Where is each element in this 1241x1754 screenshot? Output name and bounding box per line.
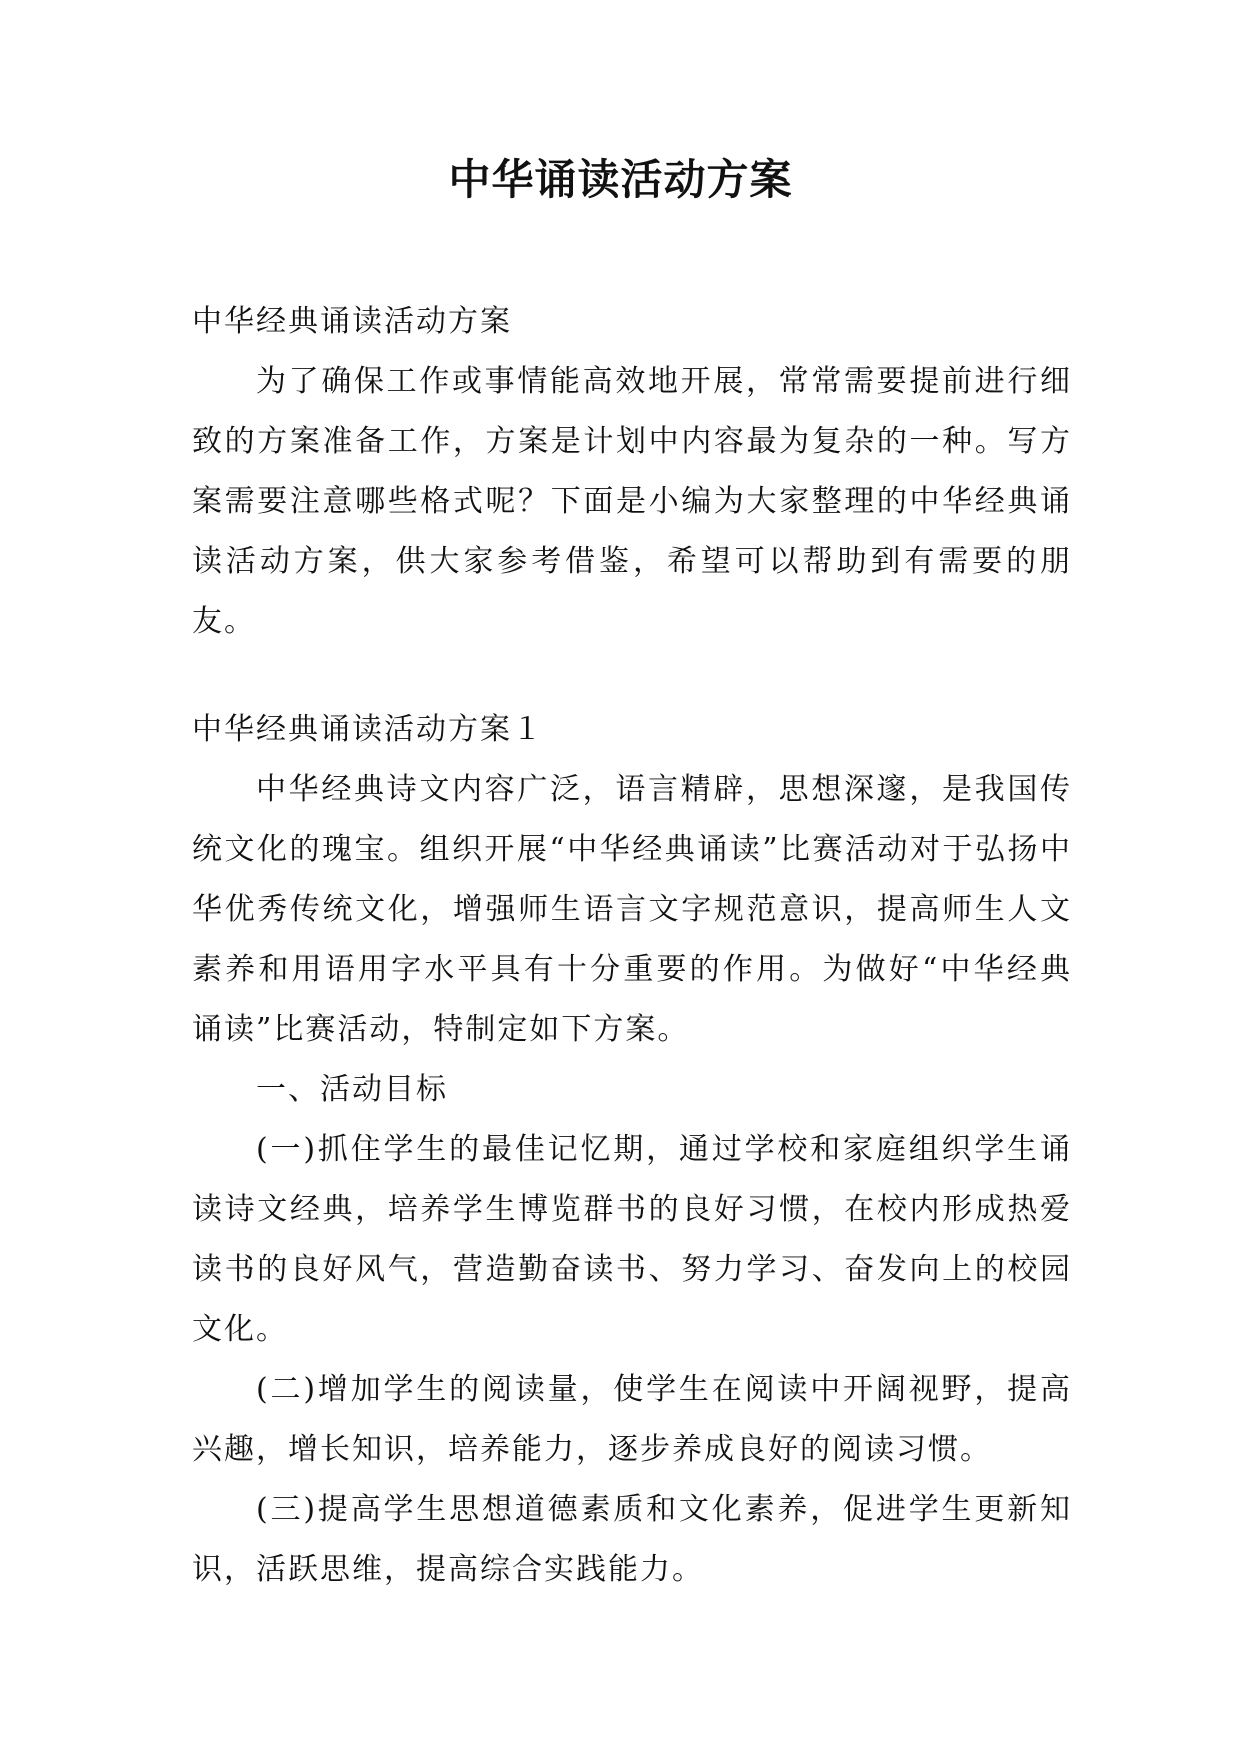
goal-item-1: (一)抓住学生的最佳记忆期，通过学校和家庭组织学生诵读诗文经典，培养学生博览群书的良好习惯，在校内形成热爱读书的良好风气，营造勤奋读书、努力学习、奋发向上的校园文化。 (192, 1132, 1072, 1347)
document-title: 中华诵读活动方案 (448, 155, 793, 204)
goal-item-3: (三)提高学生思想道德素质和文化素养，促进学生更新知识，活跃思维，提高综合实践能力。 (192, 1492, 1072, 1587)
intro-heading: 中华经典诵读活动方案 (192, 304, 512, 339)
plan-1-paragraph: 中华经典诗文内容广泛，语言精辟，思想深邃，是我国传统文化的瑰宝。组织开展“中华经典诵读”比赛活动对于弘扬中华优秀传统文化，增强师生语言文字规范意识，提高师生人文素养和用语用字水平具有十分重要的作用。为做好“中华经典诵读”比赛活动，特制定如下方案。 (192, 772, 1072, 1047)
goal-item-2: (二)增加学生的阅读量，使学生在阅读中开阔视野，提高兴趣，增长知识，培养能力，逐步养成良好的阅读习惯。 (192, 1372, 1072, 1467)
section-heading-goals: 一、活动目标 (256, 1072, 448, 1107)
plan-1-heading: 中华经典诵读活动方案１ (192, 712, 544, 747)
document-body (192, 292, 1072, 1600)
intro-paragraph: 为了确保工作或事情能高效地开展，常常需要提前进行细致的方案准备工作，方案是计划中内容最为复杂的一种。写方案需要注意哪些格式呢？下面是小编为大家整理的中华经典诵读活动方案，供大家参考借鉴，希望可以帮助到有需要的朋友。 (192, 364, 1072, 639)
